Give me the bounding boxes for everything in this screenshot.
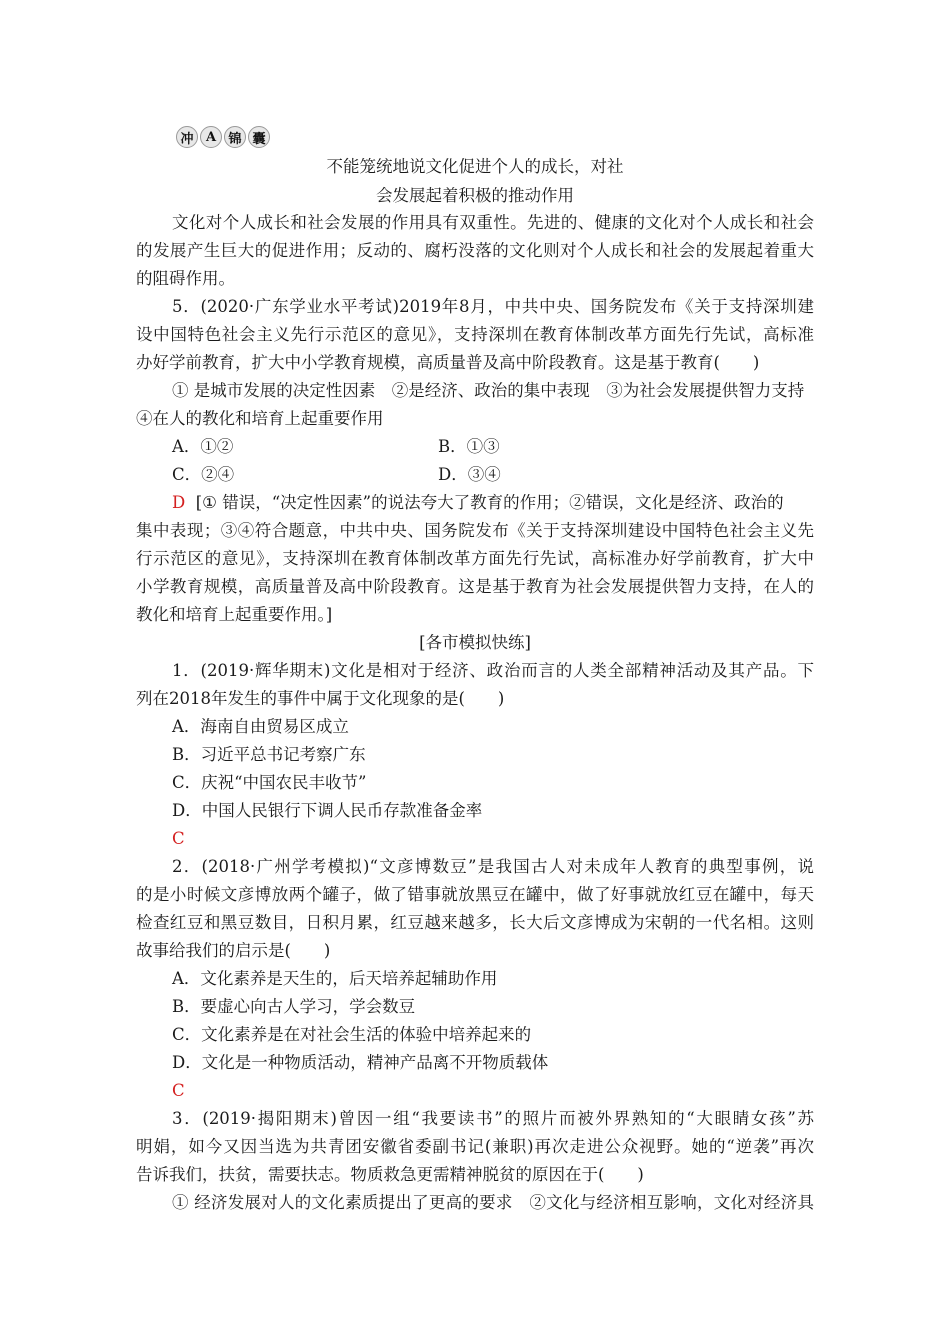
- q5-explanation-line: 集中表现；③④符合题意，中共中央、国务院发布《关于支持深圳建设中国特色社会主义先: [136, 521, 814, 540]
- q5-answer-line: [172, 492, 784, 514]
- tip-body-line: 文化对个人成长和社会发展的作用具有双重性。先进的、健康的文化对个人成长和社会: [172, 213, 814, 232]
- p3-statement-line: ① 经济发展对人的文化素质提出了更高的要求 ②文化与经济相互影响，文化对经济具: [172, 1193, 814, 1212]
- q5-option-b: B．①③: [438, 437, 500, 456]
- badge-char: A: [200, 126, 222, 148]
- q5-explanation-line: 行示范区的意见》，支持深圳在教育体制改革方面先行先试，高标准办好学前教育，扩大中: [136, 549, 814, 568]
- tip-body-line: 的发展产生巨大的促进作用；反动的、腐朽没落的文化则对个人成长和社会的发展起着重大: [136, 241, 814, 260]
- p1-answer: C: [172, 829, 185, 848]
- tip-title-line1: 不能笼统地说文化促进个人的成长，对社: [326, 157, 624, 176]
- q5-explanation-line: 小学教育规模，高质量普及高中阶段教育。这是基于教育为社会发展提供智力支持，在人的: [136, 577, 814, 596]
- p2-stem-line: 故事给我们的启示是( ): [136, 941, 331, 960]
- q5-explanation-line: [① 错误，“决定性因素”的说法夸大了教育的作用；②错误，文化是经济、政治的: [195, 493, 784, 512]
- q5-option-d: D．③④: [438, 465, 501, 484]
- tip-body-line: 的阻碍作用。: [136, 269, 235, 288]
- tip-title-line2: 会发展起着积极的推动作用: [376, 186, 574, 205]
- q5-option-a: A．①②: [172, 437, 234, 456]
- q5-stem-line: 设中国特色社会主义先行示范区的意见》，支持深圳在教育体制改革方面先行先试，高标准: [136, 325, 814, 344]
- p1-stem-line: 1．(2019·辉华期末)文化是相对于经济、政治而言的人类全部精神活动及其产品。下: [172, 661, 814, 680]
- p1-option-b: B．习近平总书记考察广东: [172, 745, 366, 764]
- q5-statement-line: ④在人的教化和培育上起重要作用: [136, 409, 384, 428]
- q5-statement-line: ① 是城市发展的决定性因素 ②是经济、政治的集中表现 ③为社会发展提供智力支持: [172, 381, 805, 400]
- p2-stem-line: 2．(2018·广州学考模拟)“文彦博数豆”是我国古人对未成年人教育的典型事例，说: [172, 857, 814, 876]
- p3-stem-line: 告诉我们，扶贫，需要扶志。物质救急更需精神脱贫的原因在于( ): [136, 1165, 644, 1184]
- badge-char: 冲: [176, 126, 198, 148]
- p3-stem-line: 明娟，如今又因当选为共青团安徽省委副书记(兼职)再次走进公众视野。她的“逆袭”再次: [136, 1137, 814, 1156]
- section-title: [各市模拟快练]: [419, 633, 531, 652]
- q5-answer: D: [172, 493, 186, 512]
- p2-answer: C: [172, 1081, 185, 1100]
- p1-stem-line: 列在2018年发生的事件中属于文化现象的是( ): [136, 689, 505, 708]
- p1-option-a: A．海南自由贸易区成立: [172, 717, 349, 736]
- p1-option-d: D．中国人民银行下调人民币存款准备金率: [172, 801, 483, 820]
- p2-option-b: B．要虚心向古人学习，学会数豆: [172, 997, 416, 1016]
- q5-option-c: C．②④: [172, 465, 235, 484]
- q5-stem-line: 5．(2020·广东学业水平考试)2019年8月，中共中央、国务院发布《关于支持深圳建: [172, 297, 814, 316]
- q5-stem-line: 办好学前教育，扩大中小学教育规模，高质量普及高中阶段教育。这是基于教育( ): [136, 353, 760, 372]
- badge-char: 锦: [224, 126, 246, 148]
- tip-badge: [176, 126, 270, 148]
- p2-stem-line: 检查红豆和黑豆数目，日积月累，红豆越来越多，长大后文彦博成为宋朝的一代名相。这则: [136, 913, 814, 932]
- p2-option-c: C．文化素养是在对社会生活的体验中培养起来的: [172, 1025, 532, 1044]
- p1-option-c: C．庆祝“中国农民丰收节”: [172, 773, 367, 792]
- badge-char: 囊: [248, 126, 270, 148]
- p2-option-d: D．文化是一种物质活动，精神产品离不开物质载体: [172, 1053, 549, 1072]
- q5-explanation-line: 教化和培育上起重要作用。]: [136, 605, 333, 624]
- p3-stem-line: 3．(2019·揭阳期末)曾因一组“我要读书”的照片而被外界熟知的“大眼睛女孩”苏: [172, 1109, 814, 1128]
- p2-stem-line: 的是小时候文彦博放两个罐子，做了错事就放黑豆在罐中，做了好事就放红豆在罐中，每天: [136, 885, 814, 904]
- p2-option-a: A．文化素养是天生的，后天培养起辅助作用: [172, 969, 498, 988]
